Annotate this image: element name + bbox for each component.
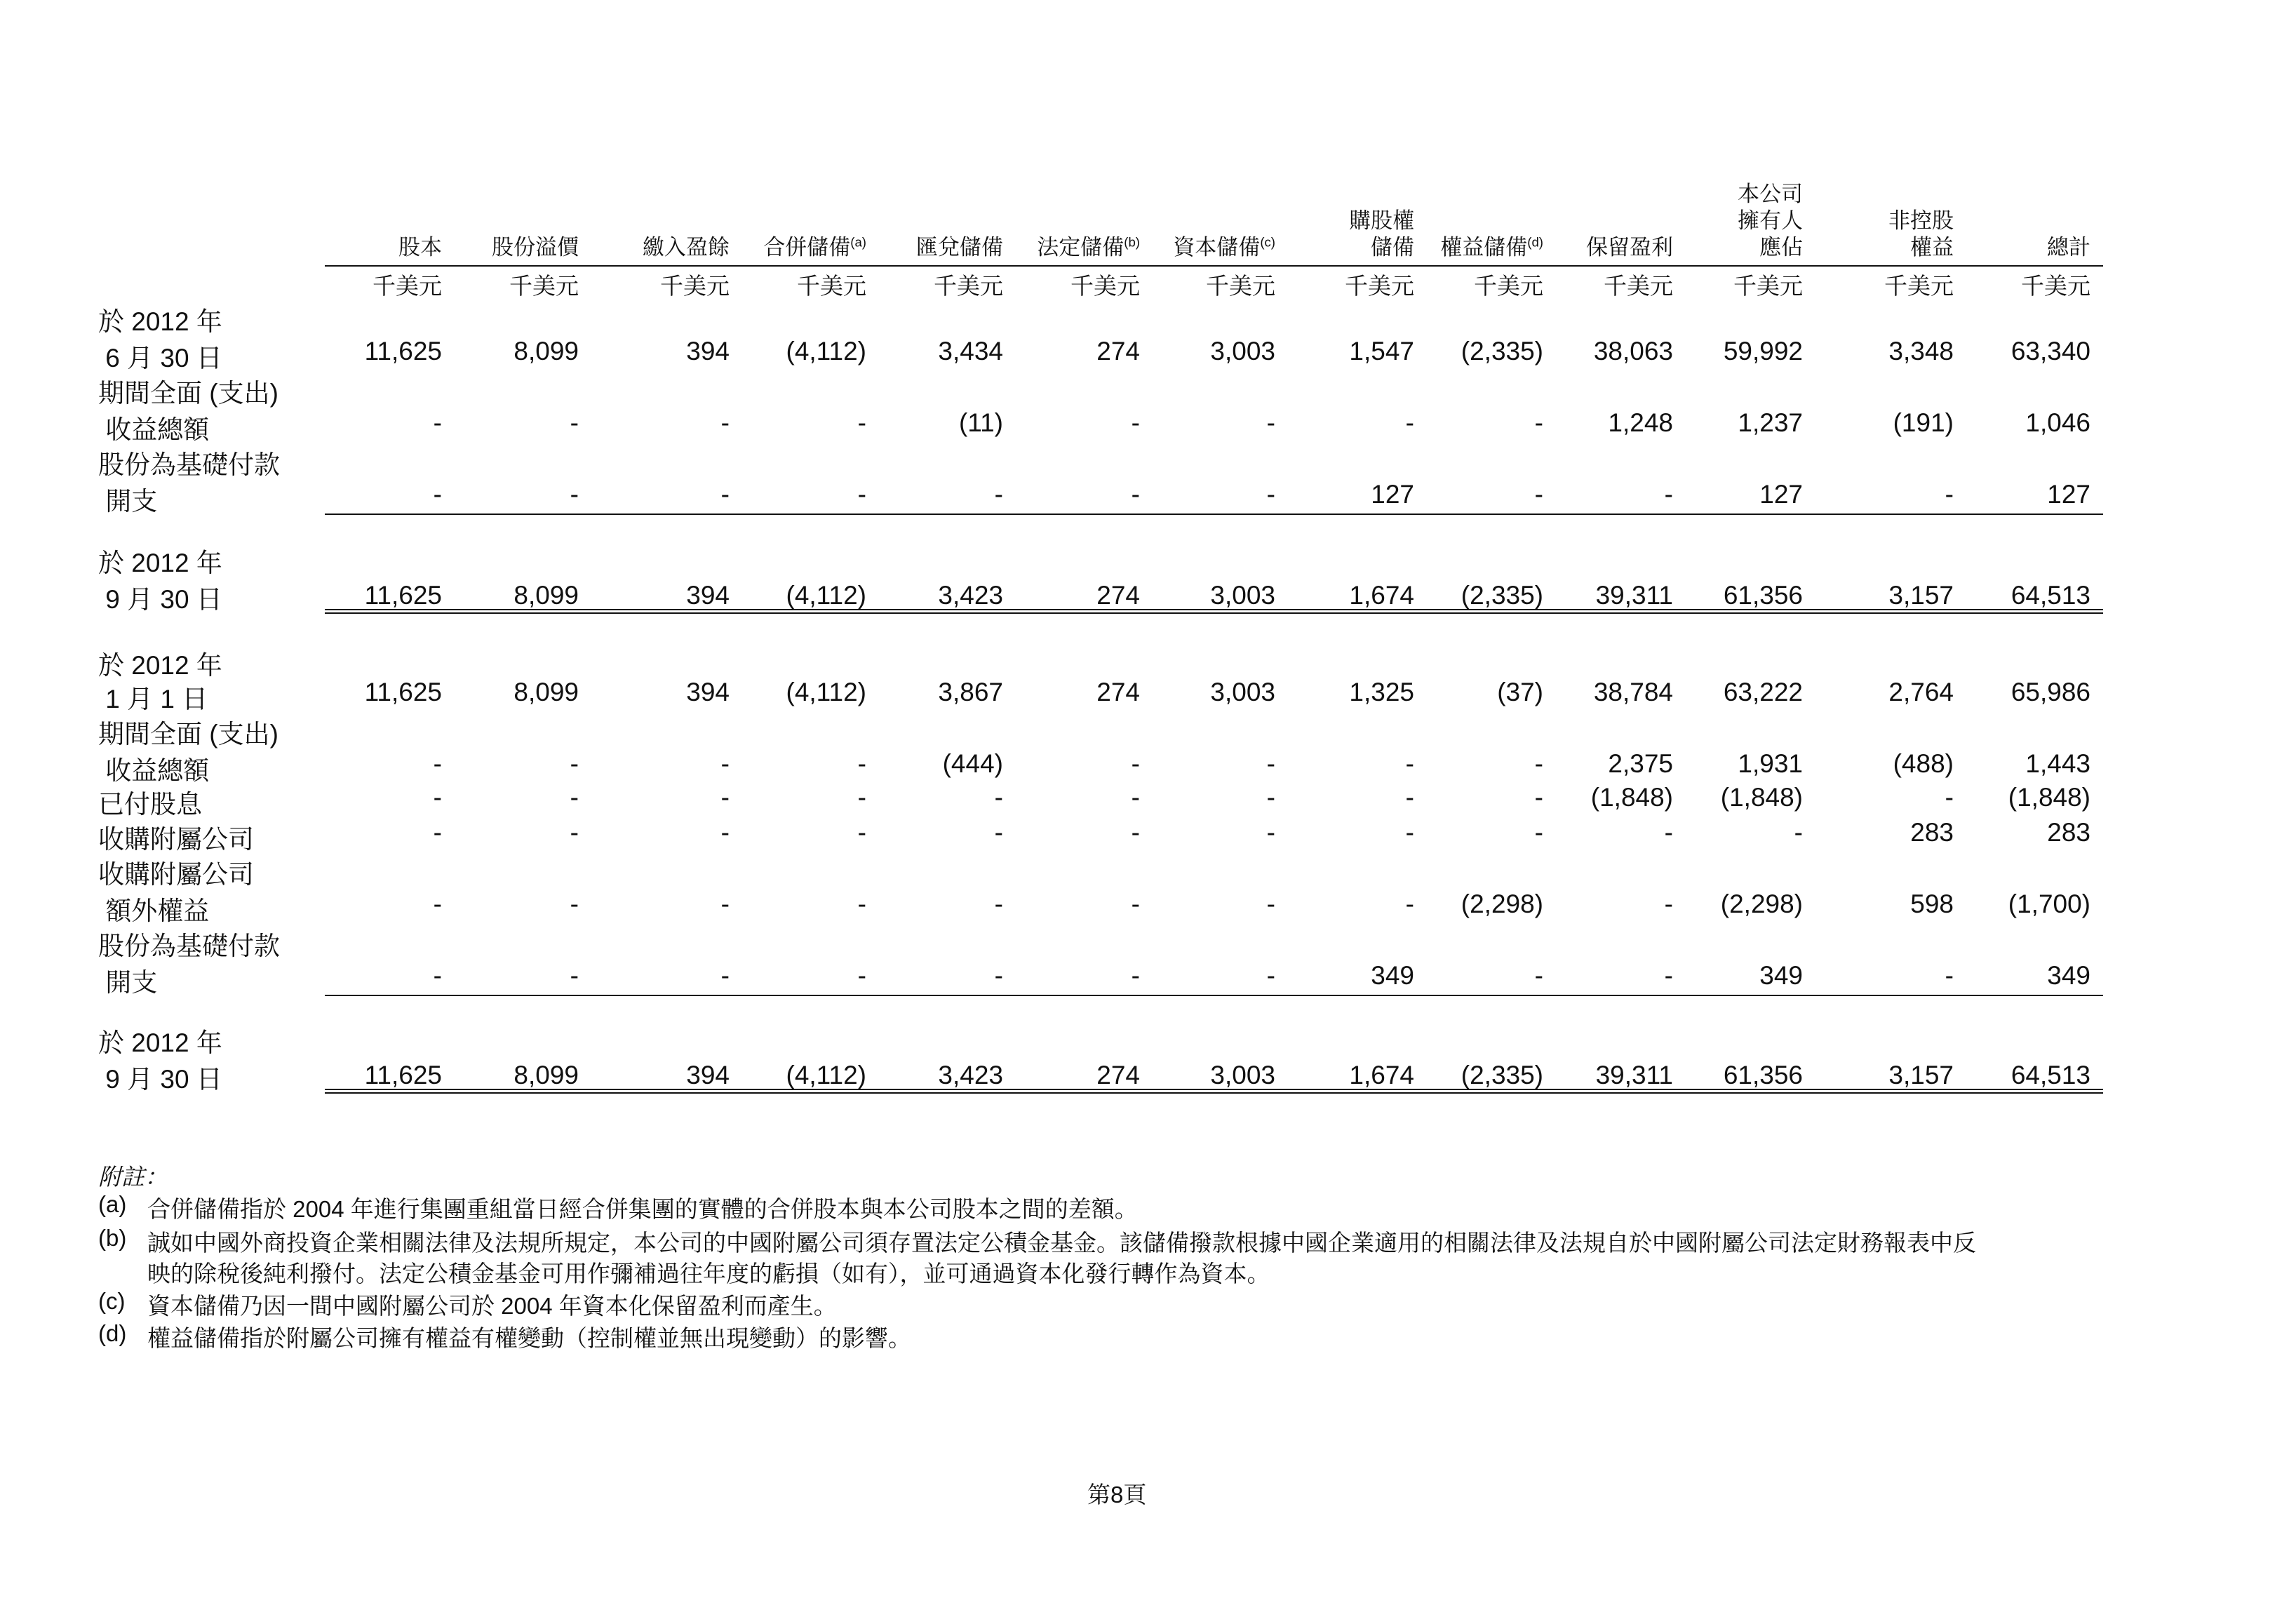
table-cell: - [994,480,1003,509]
table-cell: - [720,890,730,918]
note-letter: (b) [98,1225,127,1251]
column-unit: 千美元 [1206,273,1275,299]
table-cell: (2,335) [1461,581,1543,610]
table-cell: 59,992 [1723,337,1803,365]
table-cell: - [570,749,579,778]
row-label: 於 2012 年 [98,1028,222,1057]
column-header-share-capital [398,234,442,261]
table-cell: 394 [686,678,730,706]
table-cell: 11,625 [364,1061,442,1089]
table-cell: 2,375 [1608,749,1673,778]
table-cell: (488) [1893,749,1954,778]
notes-title: 附註： [98,1164,168,1190]
row-label: 額外權益 [98,897,210,925]
table-cell: - [1131,783,1140,812]
note-letter: (a) [98,1191,127,1217]
table-cell: 38,063 [1593,337,1673,365]
note-text: 資本儲備乃因一間中國附屬公司於 2004 年資本化保留盈利而產生。 [147,1293,837,1319]
table-cell: (2,298) [1461,890,1543,918]
note-text: 誠如中國外商投資企業相關法律及法規所規定，本公司的中國附屬公司須存置法定公積金基金。該儲備撥款根據中國企業適用的相關法律及法規自於中國附屬公司法定財務報表中反 [147,1230,1976,1256]
column-header-footnote-ref: (b) [1124,234,1140,250]
table-cell: - [1534,480,1543,509]
column-unit: 千美元 [660,273,730,299]
table-cell: 11,625 [364,678,442,706]
row-label: 開支 [98,487,158,516]
column-header-text: 本公司 擁有人 應佔 [1738,182,1803,260]
table-cell: - [720,480,730,509]
table-cell: 39,311 [1595,1061,1673,1089]
note-text: 權益儲備指於附屬公司擁有權益有權變動（控制權並無出現變動）的影響。 [147,1325,911,1351]
table-cell: - [1266,961,1275,990]
table-rule [325,514,2103,515]
row-label: 1 月 1 日 [98,685,208,713]
table-cell: - [1131,961,1140,990]
table-cell: - [720,408,730,437]
row-label: 收購附屬公司 [98,825,254,854]
column-unit: 千美元 [509,273,579,299]
table-cell: (1,848) [2008,783,2090,812]
table-cell: 349 [1371,961,1414,990]
table-cell: - [1405,749,1414,778]
table-cell: - [433,890,442,918]
table-cell: - [433,408,442,437]
column-header-text: 股份溢價 [492,235,579,260]
table-cell: 1,046 [2025,408,2090,437]
table-cell: 11,625 [364,337,442,365]
column-header-non-controlling [1888,208,1954,261]
table-cell: - [1131,818,1140,847]
column-header-footnote-ref: (c) [1260,234,1275,250]
table-cell: 8,099 [513,337,579,365]
row-label: 9 月 30 日 [98,585,222,614]
table-cell: - [570,961,579,990]
table-cell: 3,434 [938,337,1003,365]
table-cell: - [1405,783,1414,812]
row-label: 收益總額 [98,756,210,785]
row-label: 6 月 30 日 [98,344,222,373]
table-cell: - [1664,961,1673,990]
table-cell: 11,625 [364,581,442,610]
table-cell: - [857,818,866,847]
table-cell: (1,700) [2008,890,2090,918]
table-cell: - [1131,480,1140,509]
row-label: 股份為基礎付款 [98,450,280,479]
table-cell: (2,298) [1720,890,1803,918]
table-cell: 1,325 [1349,678,1414,706]
table-cell: - [570,783,579,812]
table-cell: - [1664,480,1673,509]
column-header-text: 繳入盈餘 [643,235,730,260]
table-cell: 127 [2047,480,2090,509]
table-cell: 61,356 [1723,581,1803,610]
column-unit: 千美元 [1604,273,1673,299]
table-cell: - [1945,480,1954,509]
row-label: 股份為基礎付款 [98,932,280,960]
table-cell: - [1534,408,1543,437]
column-unit: 千美元 [797,273,866,299]
table-rule [325,995,2103,996]
table-cell: 64,513 [2010,581,2090,610]
table-cell: 61,356 [1723,1061,1803,1089]
column-header-contributed-surplus [643,234,730,261]
row-label: 收益總額 [98,415,210,444]
table-cell: 1,674 [1349,1061,1414,1089]
column-header-text: 法定儲備 [1037,235,1124,260]
note-letter: (d) [98,1320,127,1346]
table-cell: 127 [1759,480,1803,509]
row-label: 9 月 30 日 [98,1065,222,1094]
table-cell: 3,423 [938,1061,1003,1089]
table-cell: - [857,961,866,990]
table-cell: 1,237 [1738,408,1803,437]
table-cell: (191) [1893,408,1954,437]
table-cell: - [433,961,442,990]
table-cell: - [720,783,730,812]
table-cell: 1,547 [1349,337,1414,365]
table-cell: (4,112) [786,1061,866,1089]
page-number: 第8頁 [1087,1482,1147,1508]
table-cell: 349 [2047,961,2090,990]
table-cell: - [1266,408,1275,437]
row-label: 開支 [98,968,158,997]
table-cell: - [1266,783,1275,812]
table-cell: - [1534,961,1543,990]
column-header-footnote-ref: (a) [850,234,866,250]
table-cell: - [994,783,1003,812]
column-unit: 千美元 [1070,273,1140,299]
row-label: 收購附屬公司 [98,860,254,889]
column-header-text: 總計 [2047,235,2090,260]
column-header-text: 匯兌儲備 [916,235,1003,260]
table-cell: (4,112) [786,337,866,365]
column-unit: 千美元 [1474,273,1543,299]
table-cell: 1,674 [1349,581,1414,610]
table-cell: 63,340 [2010,337,2090,365]
row-label: 於 2012 年 [98,651,222,680]
table-cell: 65,986 [2010,678,2090,706]
column-header-retained-earnings [1586,234,1673,261]
table-cell: - [720,961,730,990]
table-cell: 598 [1910,890,1954,918]
table-cell: - [1266,749,1275,778]
column-unit: 千美元 [1733,273,1803,299]
table-cell: - [433,818,442,847]
table-cell: (1,848) [1720,783,1803,812]
table-cell: - [1534,818,1543,847]
column-header-total [2047,234,2090,261]
column-header-share-option-reserve [1349,208,1414,261]
table-rule [325,265,2103,267]
row-label: 於 2012 年 [98,549,222,577]
table-cell: 127 [1371,480,1414,509]
table-cell: 39,311 [1595,581,1673,610]
table-cell: 3,003 [1210,678,1275,706]
column-header-text: 合併儲備 [763,235,851,260]
table-cell: - [857,408,866,437]
table-cell: - [1266,890,1275,918]
table-cell: - [433,480,442,509]
column-header-merger-reserve [763,234,866,261]
table-cell: - [857,783,866,812]
column-unit: 千美元 [372,273,442,299]
column-header-text: 股本 [398,235,442,260]
table-cell: 8,099 [513,581,579,610]
table-cell: 2,764 [1888,678,1954,706]
table-cell: 3,003 [1210,581,1275,610]
table-cell: - [1794,818,1803,847]
table-cell: 283 [2047,818,2090,847]
table-cell: 3,157 [1888,1061,1954,1089]
table-cell: 8,099 [513,678,579,706]
table-cell: 1,248 [1608,408,1673,437]
table-cell: 3,003 [1210,1061,1275,1089]
table-cell: - [720,818,730,847]
note-letter: (c) [98,1288,126,1314]
table-cell: - [433,749,442,778]
table-cell: 64,513 [2010,1061,2090,1089]
note-text: 映的除稅後純利撥付。法定公積金基金可用作彌補過往年度的虧損（如有），並可通過資本化發行轉作為資本。 [147,1261,1270,1287]
column-header-text: 購股權 儲備 [1349,208,1414,260]
table-cell: 3,003 [1210,337,1275,365]
table-cell: - [1131,408,1140,437]
table-cell: - [857,890,866,918]
table-cell: - [570,480,579,509]
table-cell: - [1664,818,1673,847]
table-cell: 394 [686,581,730,610]
note-text: 合併儲備指於 2004 年進行集團重組當日經合併集團的實體的合併股本與本公司股本之間的差額。 [147,1196,1138,1222]
table-cell: 274 [1096,581,1140,610]
table-cell: 274 [1096,678,1140,706]
row-label: 期間全面 (支出) [98,720,278,749]
column-header-text: 保留盈利 [1586,235,1673,260]
table-cell: (444) [942,749,1003,778]
table-cell: - [1664,890,1673,918]
table-cell: (2,335) [1461,1061,1543,1089]
column-header-capital-reserve [1173,234,1275,261]
table-cell: - [857,749,866,778]
table-cell: - [720,749,730,778]
table-cell: - [994,818,1003,847]
table-cell: (4,112) [786,678,866,706]
row-label: 期間全面 (支出) [98,379,278,408]
table-cell: - [570,890,579,918]
table-cell: 8,099 [513,1061,579,1089]
table-cell: (1,848) [1590,783,1673,812]
column-header-share-premium [492,234,579,261]
column-unit: 千美元 [2021,273,2090,299]
table-cell: 1,443 [2025,749,2090,778]
table-cell: 3,157 [1888,581,1954,610]
table-cell: - [994,890,1003,918]
table-cell: 38,784 [1593,678,1673,706]
table-cell: 3,867 [938,678,1003,706]
column-header-attributable-to-owners [1738,181,1803,261]
table-cell: - [1131,749,1140,778]
column-header-footnote-ref: (d) [1527,234,1543,250]
column-header-text: 權益儲備 [1440,235,1528,260]
table-cell: - [570,818,579,847]
column-header-text: 非控股 權益 [1888,208,1954,260]
table-cell: (37) [1497,678,1543,706]
table-cell: - [1266,480,1275,509]
table-cell: - [570,408,579,437]
table-cell: 3,423 [938,581,1003,610]
row-label: 已付股息 [98,790,202,819]
column-unit: 千美元 [1345,273,1414,299]
table-cell: 394 [686,1061,730,1089]
table-cell: - [433,783,442,812]
table-cell: - [1405,818,1414,847]
table-cell: - [994,961,1003,990]
table-cell: - [1405,408,1414,437]
column-header-text: 資本儲備 [1173,235,1261,260]
table-cell: 274 [1096,337,1140,365]
table-cell: 394 [686,337,730,365]
table-cell: - [1405,890,1414,918]
table-cell: - [1945,783,1954,812]
table-cell: (4,112) [786,581,866,610]
table-cell: 1,931 [1738,749,1803,778]
column-unit: 千美元 [934,273,1003,299]
table-cell: - [1945,961,1954,990]
table-cell: (2,335) [1461,337,1543,365]
table-cell: 274 [1096,1061,1140,1089]
table-cell: - [857,480,866,509]
table-cell: 63,222 [1723,678,1803,706]
table-cell: (11) [958,408,1003,437]
table-cell: 3,348 [1888,337,1954,365]
column-header-exchange-reserve [916,234,1003,261]
table-cell: - [1534,749,1543,778]
table-cell: 349 [1759,961,1803,990]
column-header-equity-reserve [1440,234,1543,261]
table-cell: - [1266,818,1275,847]
table-cell: - [1131,890,1140,918]
row-label: 於 2012 年 [98,307,222,336]
column-header-statutory-reserve [1037,234,1140,261]
table-cell: - [1534,783,1543,812]
table-cell: 283 [1910,818,1954,847]
column-unit: 千美元 [1884,273,1954,299]
